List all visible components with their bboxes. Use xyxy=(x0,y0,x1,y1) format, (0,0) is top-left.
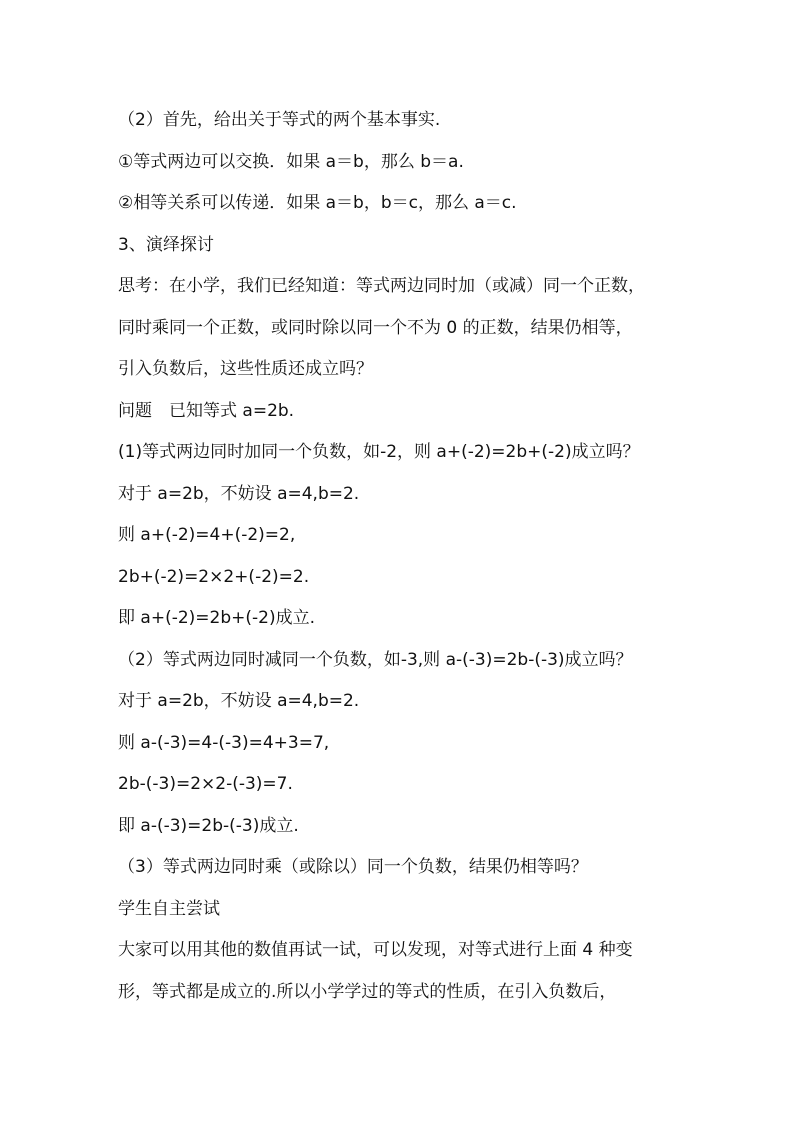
text-line: 2b-(-3)=2×2-(-3)=7. xyxy=(118,774,293,794)
text-line: 对于 a=2b，不妨设 a=4,b=2. xyxy=(118,483,360,504)
text-line: 形，等式都是成立的.所以小学学过的等式的性质，在引入负数后， xyxy=(118,981,617,1002)
text-line: (1)等式两边同时加同一个负数，如-2，则 a+(-2)=2b+(-2)成立吗？ xyxy=(118,442,640,462)
text-line: （2）等式两边同时减同一个负数，如-3,则 a-(-3)=2b-(-3)成立吗？ xyxy=(118,649,633,670)
document-body xyxy=(118,100,688,1013)
text-line: 2b+(-2)=2×2+(-2)=2. xyxy=(118,566,310,587)
text-line: 则 a+(-2)=4+(-2)=2, xyxy=(118,525,296,545)
text-line: （2）首先，给出关于等式的两个基本事实. xyxy=(118,110,441,130)
section-heading: 3、演绎探讨 xyxy=(118,234,214,255)
text-line: 则 a-(-3)=4-(-3)=4+3=7, xyxy=(118,732,330,753)
text-line: 问题 已知等式 a=2b. xyxy=(118,400,295,421)
text-line: 同时乘同一个正数，或同时除以同一个不为 0 的正数，结果仍相等， xyxy=(118,317,633,338)
text-line: 大家可以用其他的数值再试一试，可以发现，对等式进行上面 4 种变 xyxy=(118,940,633,960)
text-line: ①等式两边可以交换．如果 a＝b，那么 b＝a. xyxy=(118,151,464,172)
text-line: 学生自主尝试 xyxy=(118,898,220,919)
text-line: 即 a-(-3)=2b-(-3)成立. xyxy=(118,815,299,836)
text-line: 思考：在小学，我们已经知道：等式两边同时加（或减）同一个正数， xyxy=(118,276,645,296)
text-line: （3）等式两边同时乘（或除以）同一个负数，结果仍相等吗？ xyxy=(118,857,588,877)
text-line: 对于 a=2b，不妨设 a=4,b=2. xyxy=(118,691,360,711)
text-line: ②相等关系可以传递．如果 a＝b，b＝c，那么 a＝c. xyxy=(118,193,517,213)
text-line: 即 a+(-2)=2b+(-2)成立. xyxy=(118,608,315,628)
text-line: 引入负数后，这些性质还成立吗？ xyxy=(118,359,373,379)
